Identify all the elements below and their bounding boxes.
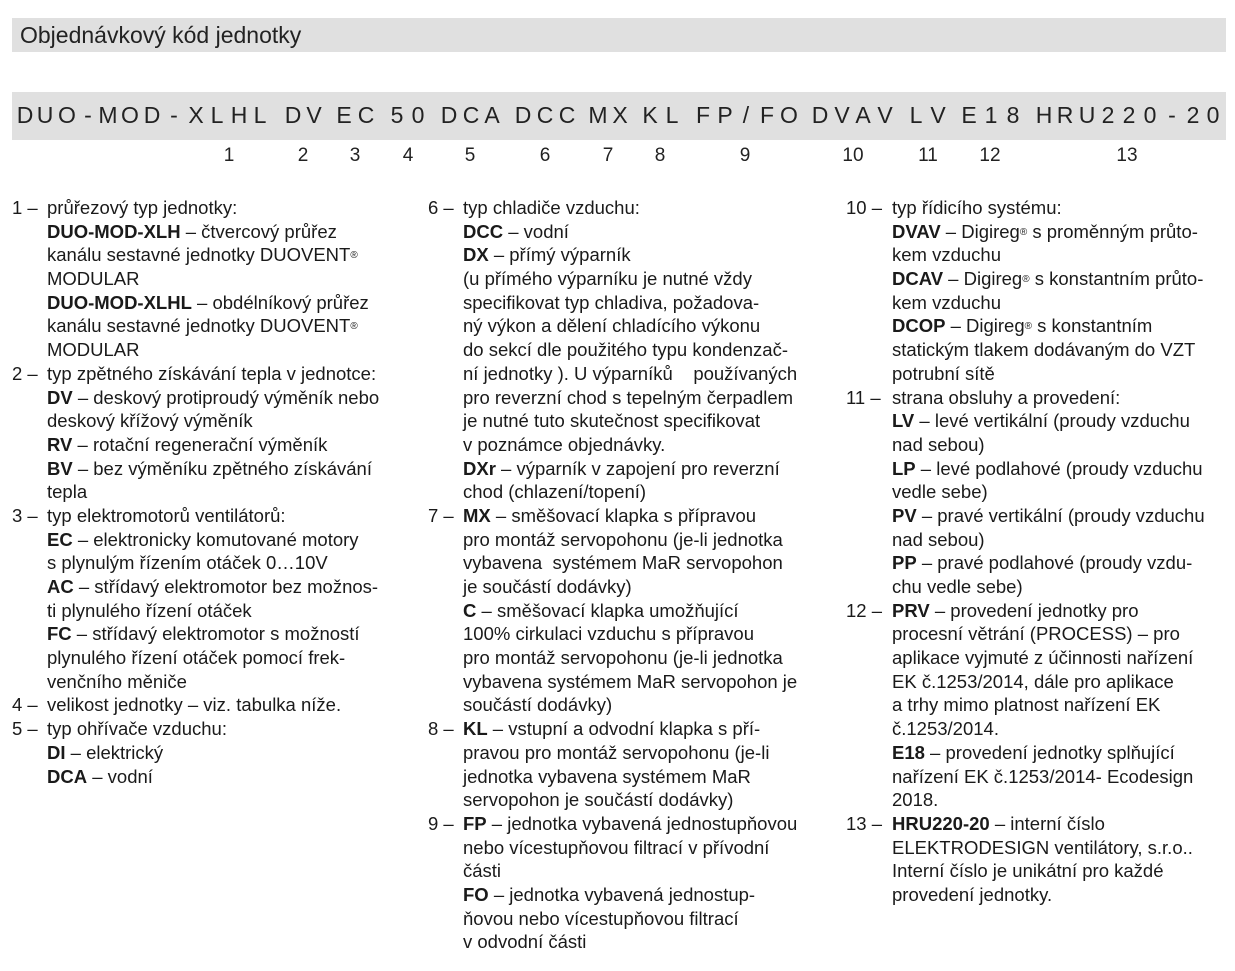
position-number: 2 [297, 145, 309, 166]
option-code: FP [463, 812, 487, 834]
option-code: DV [47, 386, 73, 408]
code-char: A [484, 102, 500, 128]
registered-mark: ® [350, 250, 358, 262]
position-number: 12 [979, 145, 1001, 166]
option-code: FC [47, 623, 72, 645]
code-char: 2 [1122, 102, 1136, 128]
code-char: / [742, 102, 750, 128]
order-code-band [12, 92, 1226, 140]
option-code: AC [47, 576, 74, 597]
entry-number: 4 – [12, 694, 38, 716]
option-code: DX [463, 244, 489, 266]
code-char: 0 [411, 102, 425, 128]
code-char: O [780, 102, 798, 128]
option-code: DUO-MOD-XLHL [47, 291, 192, 313]
code-char: D [811, 102, 829, 128]
column-2: 6 – typ chladiče vzduchu: DCC – vodní DX – přímý výparník (u přímého výparníku je nutné vždy specifikovat typ chladiva, požadova- ný výkon a dělení chladícího výkonu do sekcí dle použitého typu kondenzač- ní jednotky ). U výparníků používaných pro reverzní chod s tepelným čerpadlem je nutné tuto skutečnost specifikovat v poznámce objednávky. DXr – výparník v zapojení pro reverzní chod (chlazení/topení) 7 – MX – směšovací klapka s přípravou pro montáž servopohonu (je-li jednotka vybavena systémem MaR servopohon je součástí dodávky) C – směšovací klapka umožňující 100% cirkulaci vzduchu s přípravou pro montáž servopohonu (je-li jednotka vybavena systémem MaR servopohon je součástí dodávky) 8 – KL – vstupní a odvodní klapka s pří- pravou pro montáž servopohonu (je-li jednotka vybavena systémem MaR servopohon je součástí dodávky) 9 – FP – jednotka vybavená jednostupňovou nebo vícestupňovou filtrací v přívodní části FO – jednotka vybavená jednostup- ňovou nebo vícestupňovou filtrací v odvodní části [428, 197, 798, 953]
entry-number: 12 – [846, 599, 883, 621]
code-char: 8 [1006, 102, 1020, 128]
position-number: 6 [539, 145, 551, 166]
position-number: 8 [654, 145, 666, 166]
code-char: A [855, 102, 871, 128]
entry-4: 4 – velikost jednotky – viz. tabulka níže. [12, 694, 342, 716]
code-char: K [642, 102, 658, 128]
option-code: E18 [892, 741, 925, 763]
code-char: H [1035, 102, 1053, 128]
code-char: X [612, 102, 628, 128]
option-code: LP [892, 457, 916, 479]
code-char: D [143, 102, 161, 128]
column-1: 1 – průřezový typ jednotky: DUO-MOD-XLH – čtvercový průřez kanálu sestavné jednotky DUOVENT® MODULAR DUO-MOD-XLHL – obdélníkový průřez kanálu sestavné jednotky DUOVENT® MODULAR 2 – typ zpětného získávání tepla v jednotce: DV – deskový protiproudý výměník nebo deskový křížový výměník RV – rotační regenerační výměník BV – bez výměníku zpětného získávání tepla 3 – typ elektromotorů ventilátorů: EC – elektronicky komutované motory s plynulým řízením otáček 0…10V AC – střídavý elektromotor bez možnos- ti plynulého řízení otáček FC – střídavý elektromotor s možností plynulého řízení otáček pomocí frek- venčního měniče 4 – velikost jednotky – viz. tabulka níže. 5 – typ ohřívače vzduchu: DI – elektrický DCA – vodní [12, 197, 380, 787]
code-char: D [514, 102, 532, 128]
code-char: C [536, 102, 554, 128]
code-char: D [284, 102, 302, 128]
code-char: L [665, 102, 679, 128]
code-char: P [717, 102, 733, 128]
option-code: PV [892, 504, 917, 526]
code-char: M [588, 102, 608, 128]
column-3: 10 – typ řídicího systému: DVAV – Digireg® s proměnným průto- kem vzduchu DCAV – Digireg® s konstantním průto- kem vzduchu DCOP – Digireg® s konstantním statickým tlakem dodávaným do VZT potrubní sítě 11 – strana obsluhy a provedení: LV – levé vertikální (proudy vzduchu nad sebou) LP – levé podlahové (proudy vzduchu vedle sebe) PV – pravé vertikální (proudy vzduchu nad sebou) PP – pravé podlahové (proudy vzdu- chu vedle sebe) 12 – PRV – provedení jednotky pro procesní větrání (PROCESS) – pro aplikace vyjmuté z účinnosti nařízení EK č.1253/2014, dále pro aplikace a trhy mimo platnost nařízení EK č.1253/2014. E18 – provedení jednotky splňující nařízení EK č.1253/2014- Ecodesign 2018. 13 – HRU220-20 – interní číslo ELEKTRODESIGN ventilátory, s.r.o.. Interní číslo je unikátní pro každé provedení jednotky. [846, 197, 1205, 905]
entry-number: 1 – [12, 197, 38, 218]
option-code: C [463, 599, 477, 621]
option-code: FO [463, 883, 489, 905]
option-code: DCA [47, 765, 88, 787]
position-number: 3 [349, 145, 361, 166]
registered-mark: ® [1022, 274, 1030, 286]
option-code: HRU220-20 [892, 812, 990, 834]
entry-number: 7 – [428, 504, 454, 526]
code-char: V [930, 102, 946, 128]
option-code: BV [47, 457, 73, 479]
code-char: L [909, 102, 923, 128]
entry-9: 9 – FP – jednotka vybavená jednostupňovou [428, 812, 798, 834]
option-code: DCAV [892, 268, 944, 290]
position-number: 13 [1116, 145, 1138, 166]
code-char: D [440, 102, 458, 128]
code-char: - [84, 102, 92, 128]
option-code: DCC [463, 220, 504, 242]
code-char: 2 [1186, 102, 1200, 128]
code-char: U [36, 102, 54, 128]
entry-number: 2 – [12, 362, 38, 384]
position-number: 1 [223, 145, 235, 166]
option-code: LV [892, 410, 915, 432]
option-code: PRV [892, 599, 930, 621]
option-code: DXr [463, 457, 496, 479]
code-char: M [98, 102, 118, 128]
option-code: DUO-MOD-XLH [47, 220, 181, 242]
code-char: V [877, 102, 893, 128]
page-title: Objednávkový kód jednotky [20, 22, 302, 48]
position-number: 10 [842, 145, 864, 166]
code-char: - [170, 102, 178, 128]
registered-mark: ® [350, 321, 358, 333]
code-char: C [558, 102, 576, 128]
code-char: H [230, 102, 248, 128]
code-char: U [1078, 102, 1096, 128]
code-char: E [961, 102, 977, 128]
entry-2: 2 – typ zpětného získávání tepla v jednotce: [12, 362, 377, 384]
code-char: C [462, 102, 480, 128]
code-char: 0 [1143, 102, 1157, 128]
option-code: PP [892, 552, 917, 574]
option-code: EC [47, 528, 73, 550]
entry-10: 10 – typ řídicího systému: [846, 197, 1062, 218]
entry-1: 1 – průřezový typ jednotky: [12, 197, 238, 218]
entry-6: 6 – typ chladiče vzduchu: [428, 197, 640, 218]
option-code: KL [463, 718, 488, 740]
code-char: F [695, 102, 711, 128]
code-char: V [834, 102, 850, 128]
code-char: X [188, 102, 204, 128]
option-code: MX [463, 504, 491, 526]
option-code: DI [47, 741, 66, 763]
entry-number: 10 – [846, 197, 883, 218]
entry-11: 11 – strana obsluhy a provedení: [846, 386, 1121, 408]
code-char: E [336, 102, 352, 128]
entry-7: 7 – MX – směšovací klapka s přípravou [428, 504, 757, 526]
code-char: C [357, 102, 375, 128]
entry-number: 11 – [846, 386, 881, 408]
position-number: 4 [402, 145, 414, 166]
code-char: L [210, 102, 224, 128]
option-code: DCOP [892, 315, 946, 337]
code-char: 0 [1206, 102, 1220, 128]
entry-12: 12 – PRV – provedení jednotky pro [846, 599, 1139, 621]
code-char: - [1168, 102, 1176, 128]
position-number: 11 [918, 145, 938, 166]
entry-number: 9 – [428, 812, 454, 834]
option-code: RV [47, 433, 73, 455]
code-char: V [306, 102, 322, 128]
option-code: DVAV [892, 220, 941, 242]
header-band [12, 18, 1226, 52]
position-number: 5 [464, 145, 476, 166]
registered-mark: ® [1024, 321, 1033, 333]
registered-mark: ® [1019, 226, 1028, 238]
code-char: L [253, 102, 267, 128]
entry-13: 13 – HRU220-20 – interní číslo [846, 812, 1105, 834]
position-number: 9 [739, 145, 751, 166]
entry-number: 6 – [428, 197, 454, 218]
entry-number: 3 – [12, 504, 38, 526]
code-char: R [1056, 102, 1074, 128]
entry-number: 8 – [428, 718, 454, 740]
code-char: 5 [390, 102, 404, 128]
entry-number: 5 – [12, 718, 38, 740]
entry-3: 3 – typ elektromotorů ventilátorů: [12, 504, 286, 526]
entry-8: 8 – KL – vstupní a odvodní klapka s pří- [428, 718, 761, 740]
entry-number: 13 – [846, 812, 883, 834]
code-char: D [16, 102, 34, 128]
code-char: O [121, 102, 139, 128]
position-number: 7 [602, 145, 614, 166]
code-char: F [759, 102, 775, 128]
code-char: 1 [984, 102, 998, 128]
code-char: 2 [1101, 102, 1115, 128]
code-char: O [58, 102, 76, 128]
entry-5: 5 – typ ohřívače vzduchu: [12, 718, 227, 740]
